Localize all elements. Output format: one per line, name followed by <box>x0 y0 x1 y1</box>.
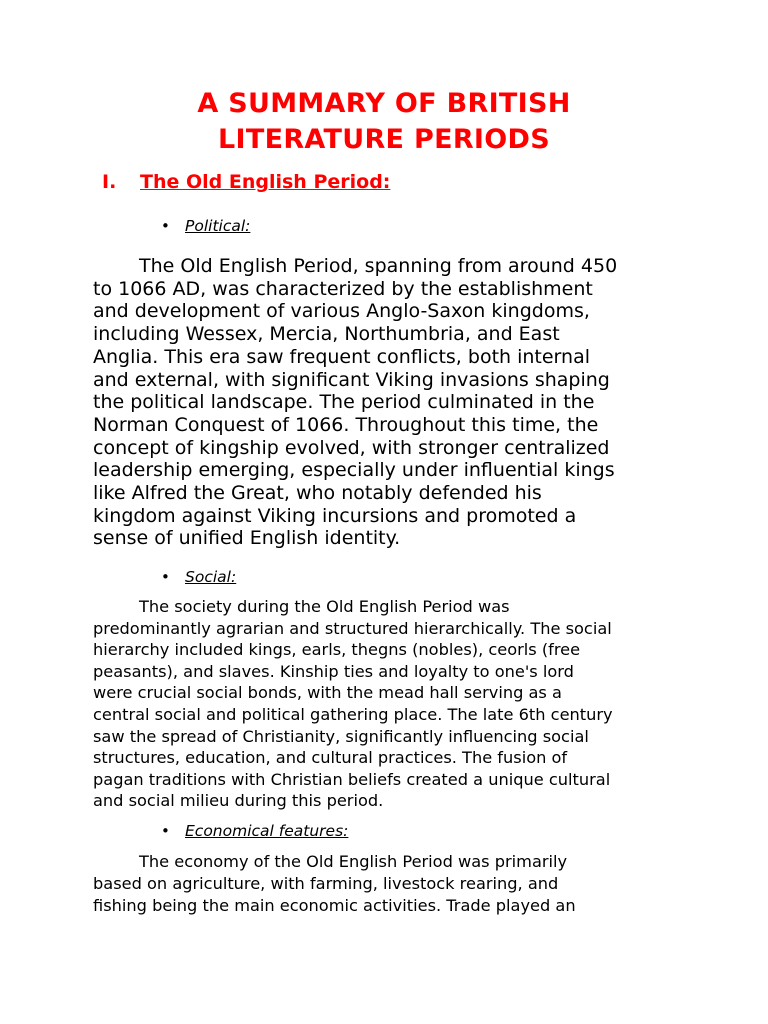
subsection-heading-social <box>161 567 236 587</box>
bullet-dot-icon: • <box>161 822 170 840</box>
paragraph-line: peasants), and slaves. Kinship ties and loyalty to one's lord <box>93 661 574 681</box>
section-heading <box>102 169 390 195</box>
paragraph-line: predominantly agrarian and structured hierarchically. The social <box>93 618 612 638</box>
paragraph-line: sense of unified English identity. <box>93 527 401 550</box>
paragraph-line: pagan traditions with Christian beliefs created a unique cultural <box>93 769 611 789</box>
subsection-heading-political <box>161 216 250 236</box>
title-line-1: A SUMMARY OF BRITISH <box>197 88 571 119</box>
subsection-label: Economical features: <box>185 822 349 840</box>
bullet-dot-icon: • <box>161 568 170 586</box>
paragraph-political <box>93 255 693 550</box>
bullet-dot-icon: • <box>161 217 170 235</box>
paragraph-line: based on agriculture, with farming, livestock rearing, and <box>93 874 559 893</box>
paragraph-line: The Old English Period, spanning from around 450 <box>139 255 618 277</box>
paragraph-line: Norman Conquest of 1066. Throughout this time, the <box>93 413 599 436</box>
subsection-label: Social: <box>185 568 237 586</box>
paragraph-economical <box>93 851 693 917</box>
paragraph-line: and development of various Anglo-Saxon kingdoms, <box>93 300 590 323</box>
paragraph-line: concept of kingship evolved, with stronger centralized <box>93 436 610 459</box>
paragraph-line: structures, education, and cultural practices. The fusion of <box>93 748 568 768</box>
paragraph-line: saw the spread of Christianity, significantly influencing social <box>93 726 589 746</box>
paragraph-line: and external, with significant Viking invasions shaping <box>93 368 610 391</box>
document-title <box>0 86 768 158</box>
paragraph-line: and social milieu during this period. <box>93 791 384 811</box>
paragraph-line: The society during the Old English Period was <box>139 597 510 616</box>
paragraph-line: were crucial social bonds, with the mead hall serving as a <box>93 683 562 703</box>
paragraph-line: Anglia. This era saw frequent conflicts, both internal <box>93 345 590 368</box>
paragraph-line: fishing being the main economic activities. Trade played an <box>93 896 576 915</box>
paragraph-social <box>93 596 693 812</box>
paragraph-line: like Alfred the Great, who notably defended his <box>93 482 542 505</box>
paragraph-line: leadership emerging, especially under influential kings <box>93 459 615 482</box>
subsection-heading-economical <box>161 821 348 841</box>
section-title: The Old English Period: <box>140 171 391 193</box>
section-number: I. <box>102 171 117 193</box>
subsection-label: Political: <box>185 217 251 235</box>
paragraph-line: to 1066 AD, was characterized by the establishment <box>93 277 593 300</box>
paragraph-line: the political landscape. The period culminated in the <box>93 391 595 414</box>
paragraph-line: central social and political gathering place. The late 6th century <box>93 704 613 724</box>
title-line-2: LITERATURE PERIODS <box>218 124 550 155</box>
paragraph-line: kingdom against Viking incursions and promoted a <box>93 504 577 527</box>
paragraph-line: including Wessex, Mercia, Northumbria, and East <box>93 323 560 346</box>
paragraph-line: hierarchy included kings, earls, thegns (nobles), ceorls (free <box>93 640 581 660</box>
paragraph-line: The economy of the Old English Period was primarily <box>139 852 568 871</box>
